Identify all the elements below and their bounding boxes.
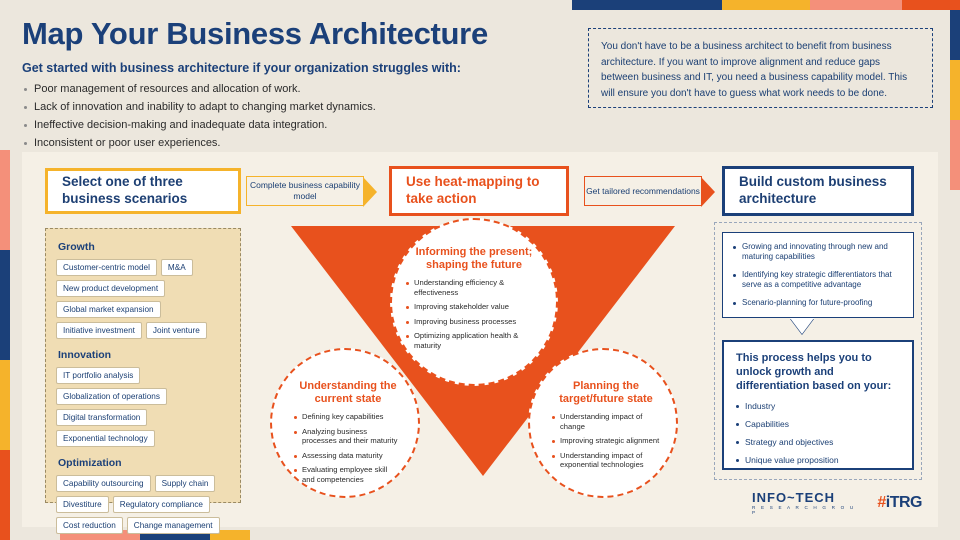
info-tech-wordmark: INFO~TECH	[752, 489, 836, 505]
scenario-chip[interactable]: Exponential technology	[56, 430, 155, 447]
list-item: Optimizing application health & maturity	[406, 331, 542, 350]
scenario-chip[interactable]: Change management	[127, 517, 220, 534]
list-item: Industry	[736, 401, 900, 412]
scenario-chip[interactable]: Divestiture	[56, 496, 109, 513]
circle-list	[552, 412, 660, 469]
benefits-list	[733, 242, 903, 308]
connector-label: Complete business capability model	[249, 180, 361, 201]
connector-label: Get tailored recommendations	[586, 185, 700, 196]
page-title: Map Your Business Architecture	[22, 16, 488, 51]
scenario-chip[interactable]: Globalization of operations	[56, 388, 167, 405]
connector-arrow-recommendations	[584, 176, 702, 206]
funnel-circle-current-state	[270, 348, 420, 498]
circle-list	[294, 412, 402, 484]
funnel-circle-informing-present	[390, 218, 558, 386]
scenario-chip[interactable]: Cost reduction	[56, 517, 123, 534]
list-item: Strategy and objectives	[736, 437, 900, 448]
unlock-list	[736, 401, 900, 466]
unlock-growth-box	[722, 340, 914, 470]
scenario-chip[interactable]: IT portfolio analysis	[56, 367, 140, 384]
top-bar-yellow	[722, 0, 810, 10]
list-item: Growing and innovating through new and maturing capabilities	[733, 242, 903, 263]
info-tech-tagline: R E S E A R C H G R O U P	[752, 504, 856, 515]
scenario-chip[interactable]: Customer-centric model	[56, 259, 157, 276]
right-bar-navy	[950, 10, 960, 60]
pain-point-list	[22, 83, 582, 149]
list-item: Poor management of resources and allocation of work.	[22, 83, 582, 95]
scenario-group-title-innovation: Innovation	[58, 349, 112, 361]
step-label: Use heat-mapping to take action	[406, 174, 540, 206]
scenario-chip[interactable]: Digital transformation	[56, 409, 147, 426]
step-box-heat-mapping[interactable]	[389, 166, 569, 216]
list-item: Defining key capabilities	[294, 412, 402, 421]
top-bar-navy	[572, 0, 722, 10]
list-item: Improving stakeholder value	[406, 302, 542, 311]
scenario-chip-group-innovation	[56, 367, 230, 447]
page-subtitle: Get started with business architecture if your organization struggles with:	[22, 60, 461, 75]
list-item: Improving business processes	[406, 317, 542, 326]
funnel-circle-future-state	[528, 348, 678, 498]
scenario-chip[interactable]: Initiative investment	[56, 322, 142, 339]
itrg-hash: #	[877, 494, 886, 511]
top-bar-salmon	[810, 0, 902, 10]
scenario-group-title-optimization: Optimization	[58, 457, 122, 469]
scenario-chip[interactable]: M&A	[161, 259, 193, 276]
list-item: Scenario-planning for future-proofing	[733, 298, 903, 308]
list-item: Identifying key strategic differentiators that serve as a competitive advantage	[733, 270, 903, 291]
scenario-chip[interactable]: Joint venture	[146, 322, 207, 339]
info-tech-logo	[752, 491, 863, 515]
callout-pointer-icon	[790, 318, 814, 334]
list-item: Understanding impact of exponential technologies	[552, 451, 660, 470]
list-item: Inconsistent or poor user experiences.	[22, 137, 582, 149]
step-box-build-architecture[interactable]	[722, 166, 914, 216]
step-box-select-scenarios[interactable]	[45, 168, 241, 214]
scenarios-card	[45, 228, 241, 530]
list-item: Assessing data maturity	[294, 451, 402, 460]
left-bar-orange	[0, 450, 10, 540]
left-bar-salmon	[0, 150, 10, 250]
header	[22, 18, 582, 155]
scenario-chip[interactable]: Global market expansion	[56, 301, 161, 318]
circle-title: Planning the target/future state	[559, 380, 653, 406]
list-item: Improving strategic alignment	[552, 436, 660, 445]
list-item: Capabilities	[736, 419, 900, 430]
step-label: Select one of three business scenarios	[62, 174, 188, 206]
list-item: Understanding impact of change	[552, 412, 660, 431]
unlock-title: This process helps you to unlock growth and differentiation based on your:	[736, 352, 892, 392]
circle-title: Understanding the current state	[299, 380, 397, 406]
list-item: Analyzing business processes and their maturity	[294, 427, 402, 446]
funnel-diagram	[258, 218, 708, 518]
list-item: Ineffective decision-making and inadequate data integration.	[22, 119, 582, 131]
logo-group	[752, 488, 922, 518]
benefits-box	[722, 232, 914, 318]
scenario-chip[interactable]: Supply chain	[155, 475, 216, 492]
list-item: Unique value proposition	[736, 455, 900, 466]
scenario-chip[interactable]: Regulatory compliance	[113, 496, 210, 513]
list-item: Understanding efficiency & effectiveness	[406, 278, 542, 297]
scenario-chip-group-growth	[56, 259, 230, 339]
step-label: Build custom business architecture	[739, 174, 887, 206]
circle-title: Informing the present; shaping the future	[415, 246, 533, 272]
scenario-chip[interactable]: New product development	[56, 280, 165, 297]
top-bar-orange	[902, 0, 960, 10]
connector-arrow-capability-model	[246, 176, 364, 206]
scenario-chip-group-optimization	[56, 475, 230, 534]
circle-list	[406, 278, 542, 350]
intro-note: You don't have to be a business architect to benefit from business architecture. If you want to improve alignment and reduce gaps between business and IT, you need a business capability model. This will ensure you don't have to guess what work needs to be done.	[588, 28, 933, 108]
right-bar-salmon	[950, 120, 960, 190]
scenario-chip[interactable]: Capability outsourcing	[56, 475, 151, 492]
list-item: Evaluating employee skill and competencies	[294, 465, 402, 484]
left-bar-yellow	[0, 360, 10, 450]
left-bar-navy	[0, 250, 10, 360]
scenario-group-title-growth: Growth	[58, 241, 95, 253]
itrg-logo	[877, 494, 922, 512]
itrg-wordmark: iTRG	[885, 494, 922, 511]
list-item: Lack of innovation and inability to adapt to changing market dynamics.	[22, 101, 582, 113]
right-bar-yellow	[950, 60, 960, 120]
